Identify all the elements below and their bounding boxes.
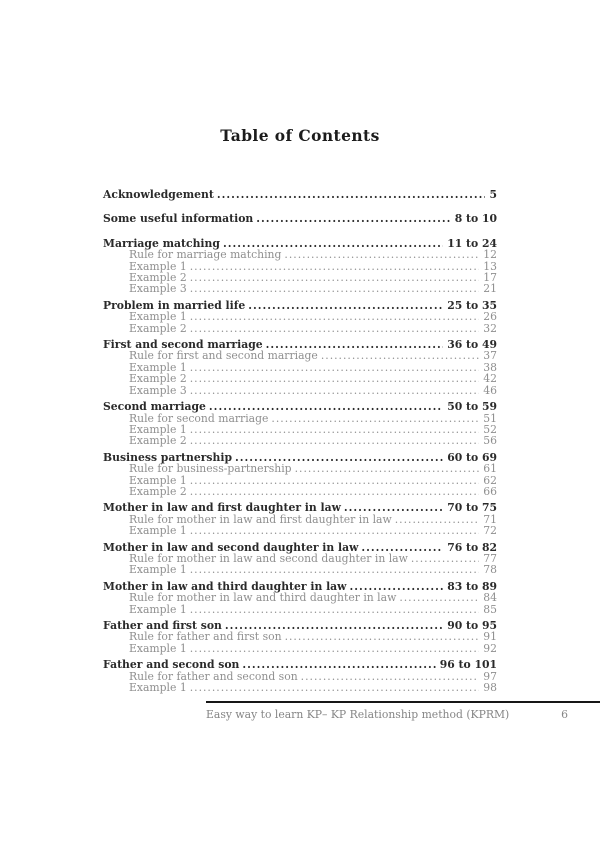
- dot-leader: [399, 592, 479, 603]
- dot-leader: [190, 283, 480, 294]
- toc-entry-pages: 13: [483, 259, 497, 273]
- toc-entry-pages: 17: [483, 271, 497, 285]
- toc-row: [129, 643, 497, 654]
- dot-leader: [284, 249, 479, 260]
- toc-row: [129, 435, 497, 446]
- dot-leader: [217, 189, 486, 200]
- dot-leader: [190, 604, 480, 615]
- dot-leader: [190, 682, 480, 693]
- toc-entry-label: Problem in married life: [103, 298, 246, 312]
- toc-row: [129, 373, 497, 384]
- dot-leader: [190, 486, 480, 497]
- toc-entry-pages: 70 to 75: [447, 501, 497, 515]
- toc-entry-pages: 77: [483, 551, 497, 565]
- dot-leader: [190, 261, 480, 272]
- document-page: [103, 0, 568, 849]
- dot-leader: [190, 525, 480, 536]
- dot-leader: [209, 401, 443, 412]
- dot-leader: [256, 213, 451, 224]
- toc-entry-pages: 84: [483, 591, 497, 605]
- footer-book-title: Easy way to learn KP– KP Relationship method (KPRM): [206, 708, 510, 721]
- toc-row: [103, 401, 497, 412]
- toc-row: [129, 385, 497, 396]
- toc-entry-pages: 5: [489, 188, 497, 201]
- toc-entry-pages: 42: [483, 372, 497, 386]
- toc-entry-label: Example 1: [129, 602, 187, 616]
- toc-entry-pages: 91: [483, 630, 497, 644]
- dot-leader: [411, 553, 479, 564]
- dot-leader: [248, 300, 443, 311]
- toc-entry-label: Rule for marriage matching: [129, 248, 282, 262]
- page-footer: [206, 701, 600, 721]
- toc-entry-label: Father and second son: [103, 658, 240, 672]
- dot-leader: [190, 564, 480, 575]
- toc-entry-pages: 21: [483, 282, 497, 296]
- toc-entry-pages: 61: [483, 462, 497, 476]
- toc-entry-label: Mother in law and second daughter in law: [103, 540, 359, 554]
- toc-row: [103, 659, 497, 670]
- toc-list: [103, 189, 497, 693]
- toc-row: [129, 311, 497, 322]
- toc-entry-label: Rule for first and second marriage: [129, 349, 318, 363]
- toc-entry-pages: 52: [483, 422, 497, 436]
- toc-row: [103, 189, 497, 200]
- toc-entry-label: Example 1: [129, 310, 187, 324]
- footer-page-number: 6: [561, 708, 568, 721]
- toc-entry-pages: 96 to 101: [439, 658, 497, 672]
- toc-row: [129, 592, 497, 603]
- toc-row: [129, 283, 497, 294]
- toc-row: [129, 564, 497, 575]
- toc-entry-pages: 85: [483, 602, 497, 616]
- toc-entry-pages: 26: [483, 310, 497, 324]
- toc-entry-label: Example 2: [129, 271, 187, 285]
- toc-entry-pages: 66: [483, 484, 497, 498]
- toc-entry-label: Example 2: [129, 484, 187, 498]
- dot-leader: [190, 311, 480, 322]
- dot-leader: [190, 424, 480, 435]
- toc-entry-label: Example 1: [129, 473, 187, 487]
- toc-entry-label: Rule for mother in law and third daughter in law: [129, 591, 397, 605]
- dot-leader: [190, 643, 480, 654]
- toc-row: [129, 682, 497, 693]
- toc-entry-pages: 78: [483, 563, 497, 577]
- toc-entry-label: Example 1: [129, 524, 187, 538]
- toc-entry-pages: 62: [483, 473, 497, 487]
- toc-entry-label: First and second marriage: [103, 338, 263, 352]
- toc-entry-label: Rule for second marriage: [129, 411, 269, 425]
- toc-entry-label: Example 1: [129, 641, 187, 655]
- toc-entry-label: Mother in law and first daughter in law: [103, 501, 341, 515]
- dot-leader: [190, 435, 480, 446]
- toc-entry-label: Example 3: [129, 383, 187, 397]
- toc-entry-label: Rule for mother in law and second daughter in law: [129, 551, 408, 565]
- dot-leader: [242, 659, 435, 670]
- toc-entry-label: Some useful information: [103, 212, 254, 226]
- dot-leader: [190, 475, 480, 486]
- toc-row: [129, 463, 497, 474]
- toc-entry-label: Acknowledgement: [103, 188, 214, 201]
- toc-entry-pages: 11 to 24: [447, 236, 497, 250]
- toc-entry-label: Rule for business-partnership: [129, 462, 292, 476]
- toc-entry-pages: 50 to 59: [447, 400, 497, 414]
- toc-entry-pages: 51: [483, 411, 497, 425]
- toc-entry-label: Rule for father and second son: [129, 669, 298, 683]
- toc-entry-pages: 97: [483, 669, 497, 683]
- toc-entry-pages: 46: [483, 383, 497, 397]
- toc-entry-pages: 60 to 69: [447, 450, 497, 464]
- toc-entry-label: Example 2: [129, 321, 187, 335]
- toc-row: [129, 323, 497, 334]
- toc-entry-pages: 12: [483, 248, 497, 262]
- dot-leader: [271, 413, 479, 424]
- toc-entry-pages: 72: [483, 524, 497, 538]
- toc-entry-pages: 32: [483, 321, 497, 335]
- toc-entry-label: Marriage matching: [103, 236, 220, 250]
- page-title: Table of Contents: [220, 126, 380, 145]
- toc-entry-label: Example 1: [129, 259, 187, 273]
- dot-leader: [285, 631, 480, 642]
- dot-leader: [190, 373, 480, 384]
- toc-entry-pages: 38: [483, 360, 497, 374]
- dot-leader: [301, 671, 480, 682]
- toc-entry-label: Second marriage: [103, 400, 206, 414]
- dot-leader: [190, 385, 480, 396]
- toc-entry-label: Example 3: [129, 282, 187, 296]
- dot-leader: [190, 272, 480, 283]
- toc-entry-label: Father and first son: [103, 619, 222, 632]
- toc-entry-label: Mother in law and third daughter in law: [103, 579, 347, 593]
- dot-leader: [190, 323, 480, 334]
- toc-row: [129, 604, 497, 615]
- toc-entry-pages: 92: [483, 641, 497, 655]
- dot-leader: [295, 463, 480, 474]
- toc-entry-label: Example 1: [129, 422, 187, 436]
- toc-entry-label: Business partnership: [103, 450, 232, 464]
- toc-entry-pages: 25 to 35: [447, 298, 497, 312]
- dot-leader: [395, 514, 480, 525]
- toc-entry-pages: 8 to 10: [454, 212, 497, 226]
- toc-entry-label: Example 2: [129, 372, 187, 386]
- toc-row: [129, 249, 497, 260]
- toc-entry-label: Example 1: [129, 681, 187, 695]
- toc-entry-label: Example 1: [129, 563, 187, 577]
- toc-entry-pages: 98: [483, 681, 497, 695]
- toc-entry-pages: 71: [483, 512, 497, 526]
- toc-entry-pages: 83 to 89: [447, 579, 497, 593]
- dot-leader: [321, 350, 479, 361]
- toc-row: [103, 213, 497, 224]
- toc-entry-pages: 37: [483, 349, 497, 363]
- toc-entry-pages: 36 to 49: [447, 338, 497, 352]
- toc-entry-label: Rule for mother in law and first daughter in law: [129, 512, 392, 526]
- toc-entry-pages: 56: [483, 434, 497, 448]
- dot-leader: [190, 362, 480, 373]
- toc-row: [129, 486, 497, 497]
- toc-entry-pages: 90 to 95: [447, 619, 497, 632]
- toc-entry-label: Rule for father and first son: [129, 630, 282, 644]
- toc-entry-pages: 76 to 82: [447, 540, 497, 554]
- toc-entry-label: Example 2: [129, 434, 187, 448]
- toc-entry-label: Example 1: [129, 360, 187, 374]
- toc-row: [129, 525, 497, 536]
